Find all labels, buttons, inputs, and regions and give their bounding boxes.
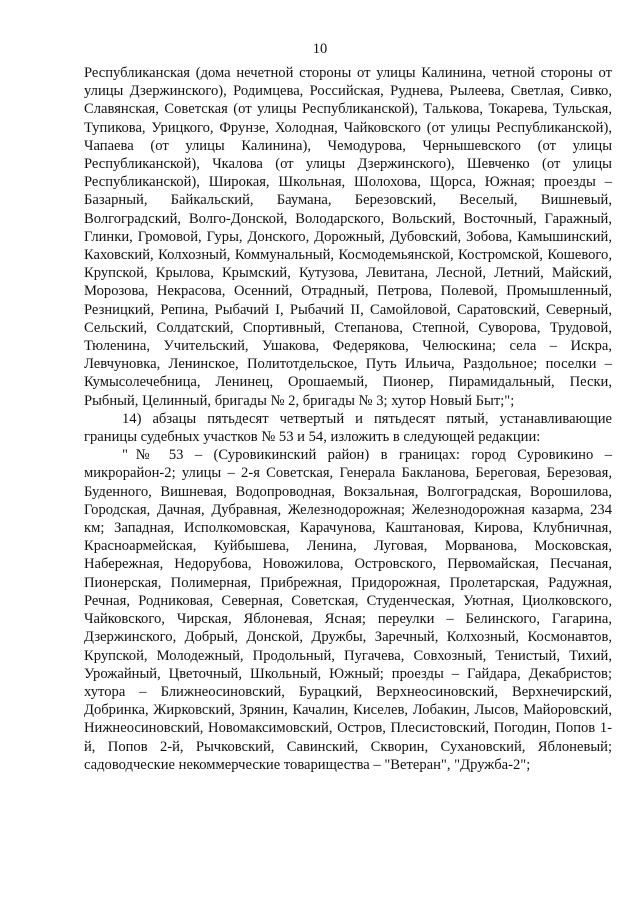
paragraph-court-district-53: "№ 53 – (Суровикинский район) в границах: город Суровикино – микрорайон-2; улицы – 2-я Советская, Генерала Бакланова, Береговая, Березовая, Буденного, Вишневая, Водопроводная, Вокзальная, Волгоградская, Ворошилова, Городская, Дачная, Дубравная, Железнодорожная; Железнодорожная казарма, 234 км; Западная, Исполкомовская, Карачунова, Каштановая, Кирова, Клубничная, Красноармейская, Куйбышева, Ленина, Луговая, Морванова, Московская, Набережная, Недорубова, Новожилова, Островского, Первомайская, Песчаная, Пионерская, Полимерная, Прибрежная, Придорожная, Пролетарская, Радужная, Речная, Родниковая, Северная, Советская, Студенческая, Уютная, Циолковского, Чайковского, Чирская, Яблоневая, Ясная; переулки – Белинского, Гагарина, Дзержинского, Добрый, Донской, Дружбы, Заречный, Колхозный, Космонавтов, Крупской, Молодежный, Продольный, Пугачева, Совхозный, Тенистый, Тихий, Урожайный, Цветочный, Школьный, Южный; проезды – Гайдара, Декабристов; хутора – Ближнеосиновский, Бурацкий, Верхнеосиновский, Верхнечирский, Добринка, Жирковский, Зрянин, Качалин, Киселев, Лобакин, Лысов, Майоровский, Нижнеосиновский, Новомаксимовский, Остров, Плесистовский, Погодин, Попов 1-й, Попов 2-й, Рычковский, Савинский, Скворин, Сухановский, Яблоневый; садоводческие некоммерческие товарищества – "Ветеран", "Дружба-2"; [84, 447, 612, 773]
page-number: 10 [312, 41, 328, 57]
paragraph-streets-continued: Республиканская (дома нечетной стороны от улицы Калинина, четной стороны от улицы Дзержинского), Родимцева, Российская, Руднева, Рылеева, Светлая, Сивко, Славянская, Советская (от улицы Республиканской), Талькова, Токарева, Тульская, Тупикова, Урицкого, Фрунзе, Холодная, Чайковского (от улицы Республиканской), Чапаева (от улицы Калинина), Чемодурова, Чернышевского (от улицы Республиканской), Чкалова (от улицы Дзержинского), Шевченко (от улицы Республиканской), Широкая, Школьная, Шолохова, Щорса, Южная; проезды – Базарный, Байкальский, Баумана, Березовский, Веселый, Вишневый, Волгоградский, Волго-Донской, Володарского, Вольский, Восточный, Гаражный, Глинки, Громовой, Гуры, Донского, Дорожный, Дубовский, Зобова, Камышинский, Каховский, Колхозный, Коммунальный, Космодемьянской, Костромской, Кошевого, Крупской, Крылова, Крымский, Кутузова, Левитана, Лесной, Летний, Майский, Морозова, Некрасова, Осенний, Отрадный, Петрова, Полевой, Промышленный, Резницкий, Репина, Рыбачий I, Рыбачий II, Самойловой, Саратовский, Северный, Сельский, Солдатский, Спортивный, Степанова, Степной, Суворова, Трудовой, Тюленина, Учительский, Ушакова, Федерякова, Челюскина; села – Искра, Левчуновка, Ленинское, Политотдельское, Путь Ильича, Раздольное; поселки – Кумысолечебница, Ленинец, Орошаемый, Пионер, Пирамидальный, Пески, Рыбный, Целинный, бригады № 2, бригады № 3; хутор Новый Быт;"; [84, 65, 612, 409]
document-body [84, 64, 612, 774]
paragraph-amendment-14: 14) абзацы пятьдесят четвертый и пятьдесят пятый, устанавливающие границы судебных участков № 53 и 54, изложить в следующей редакции: [84, 410, 612, 446]
